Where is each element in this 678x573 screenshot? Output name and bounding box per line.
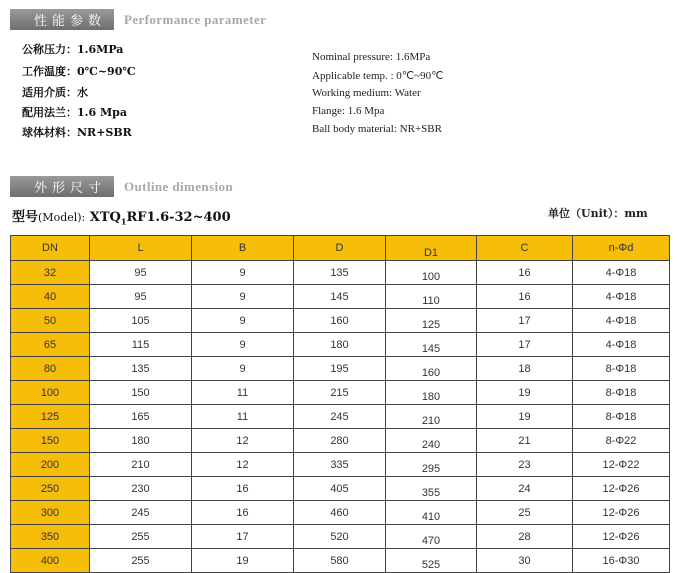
model-code-suffix: RF1.6-32~400 xyxy=(126,210,231,225)
cell-n-phi-d: 8-Φ22 xyxy=(573,429,670,453)
cell-n-phi-d: 8-Φ18 xyxy=(573,405,670,429)
spec-en-flange: Flange: 1.6 Mpa xyxy=(312,105,385,117)
cell-c: 19 xyxy=(477,405,573,429)
cell-dn: 350 xyxy=(11,525,90,549)
cell-b: 12 xyxy=(192,429,294,453)
cell-n-phi-d: 16-Φ30 xyxy=(573,549,670,573)
table-row xyxy=(11,501,670,525)
spec-en-nominal-pressure: Nominal pressure: 1.6MPa xyxy=(312,51,431,63)
cell-d: 160 xyxy=(294,309,386,333)
cell-n-phi-d: 4-Φ18 xyxy=(573,333,670,357)
table-row xyxy=(11,285,670,309)
header-n-phi-d: n-Φd xyxy=(573,236,670,261)
cell-dn: 100 xyxy=(11,381,90,405)
model-code-sub: 1 xyxy=(120,216,127,227)
cell-n-phi-d: 8-Φ18 xyxy=(573,357,670,381)
cell-d: 580 xyxy=(294,549,386,573)
cell-d1: 295 xyxy=(386,453,477,477)
cell-c: 19 xyxy=(477,381,573,405)
cell-c: 23 xyxy=(477,453,573,477)
cell-c: 18 xyxy=(477,357,573,381)
cell-l: 180 xyxy=(90,429,192,453)
unit-label: 单位（Unit）：mm xyxy=(548,207,648,220)
cell-l: 95 xyxy=(90,261,192,285)
table-row xyxy=(11,429,670,453)
cell-b: 9 xyxy=(192,309,294,333)
cell-b: 9 xyxy=(192,285,294,309)
spec-cn-nominal-pressure: 公称压力：1.6MPa xyxy=(22,43,124,56)
outline-section-header xyxy=(10,176,233,197)
performance-title-cn: 性能参数 xyxy=(10,9,114,30)
performance-title-en: Performance parameter xyxy=(124,11,267,27)
header-d1: D1 xyxy=(386,236,477,261)
cell-dn: 250 xyxy=(11,477,90,501)
header-c: C xyxy=(477,236,573,261)
model-label xyxy=(12,206,231,227)
cell-d: 245 xyxy=(294,405,386,429)
cell-d1: 410 xyxy=(386,501,477,525)
cell-b: 9 xyxy=(192,357,294,381)
cell-c: 25 xyxy=(477,501,573,525)
cell-l: 210 xyxy=(90,453,192,477)
cell-d: 195 xyxy=(294,357,386,381)
model-label-cn: 型号 xyxy=(12,210,39,225)
cell-dn: 65 xyxy=(11,333,90,357)
cell-l: 95 xyxy=(90,285,192,309)
cell-d: 335 xyxy=(294,453,386,477)
cell-dn: 200 xyxy=(11,453,90,477)
cell-b: 12 xyxy=(192,453,294,477)
cell-l: 135 xyxy=(90,357,192,381)
spec-en-working-medium: Working medium: Water xyxy=(312,87,421,99)
cell-c: 30 xyxy=(477,549,573,573)
cell-n-phi-d: 8-Φ18 xyxy=(573,381,670,405)
cell-dn: 50 xyxy=(11,309,90,333)
cell-b: 17 xyxy=(192,525,294,549)
cell-c: 17 xyxy=(477,309,573,333)
cell-d: 460 xyxy=(294,501,386,525)
cell-d1: 110 xyxy=(386,285,477,309)
cell-c: 24 xyxy=(477,477,573,501)
cell-n-phi-d: 12-Φ26 xyxy=(573,477,670,501)
cell-l: 245 xyxy=(90,501,192,525)
header-b: B xyxy=(192,236,294,261)
cell-l: 230 xyxy=(90,477,192,501)
cell-b: 9 xyxy=(192,261,294,285)
cell-d1: 145 xyxy=(386,333,477,357)
cell-l: 115 xyxy=(90,333,192,357)
cell-b: 11 xyxy=(192,405,294,429)
cell-dn: 80 xyxy=(11,357,90,381)
cell-d: 215 xyxy=(294,381,386,405)
table-row xyxy=(11,405,670,429)
cell-d: 520 xyxy=(294,525,386,549)
cell-d: 405 xyxy=(294,477,386,501)
outline-title-en: Outline dimension xyxy=(124,178,234,194)
cell-d1: 160 xyxy=(386,357,477,381)
cell-n-phi-d: 4-Φ18 xyxy=(573,309,670,333)
spec-cn-working-temp: 工作温度：0℃~90℃ xyxy=(22,65,136,78)
table-row xyxy=(11,477,670,501)
spec-cn-flange: 配用法兰：1.6 Mpa xyxy=(22,106,127,119)
table-row xyxy=(11,261,670,285)
performance-section-header xyxy=(10,9,266,30)
cell-n-phi-d: 4-Φ18 xyxy=(573,261,670,285)
table-row xyxy=(11,525,670,549)
cell-b: 11 xyxy=(192,381,294,405)
table-row xyxy=(11,309,670,333)
header-d: D xyxy=(294,236,386,261)
cell-d1: 180 xyxy=(386,381,477,405)
cell-dn: 150 xyxy=(11,429,90,453)
cell-c: 17 xyxy=(477,333,573,357)
cell-l: 255 xyxy=(90,525,192,549)
cell-d1: 525 xyxy=(386,549,477,573)
cell-d: 180 xyxy=(294,333,386,357)
cell-n-phi-d: 4-Φ18 xyxy=(573,285,670,309)
cell-n-phi-d: 12-Φ22 xyxy=(573,453,670,477)
model-label-en: (Model): xyxy=(38,211,86,224)
cell-l: 255 xyxy=(90,549,192,573)
cell-b: 16 xyxy=(192,477,294,501)
cell-dn: 125 xyxy=(11,405,90,429)
cell-dn: 300 xyxy=(11,501,90,525)
table-row xyxy=(11,453,670,477)
spec-cn-medium: 适用介质：水 xyxy=(22,86,88,99)
cell-d: 135 xyxy=(294,261,386,285)
cell-c: 21 xyxy=(477,429,573,453)
table-header-row xyxy=(11,236,670,261)
cell-l: 105 xyxy=(90,309,192,333)
cell-n-phi-d: 12-Φ26 xyxy=(573,501,670,525)
cell-d1: 100 xyxy=(386,261,477,285)
cell-dn: 40 xyxy=(11,285,90,309)
cell-c: 16 xyxy=(477,261,573,285)
spec-cn-ball-material: 球体材料：NR+SBR xyxy=(22,126,132,139)
cell-dn: 400 xyxy=(11,549,90,573)
cell-c: 28 xyxy=(477,525,573,549)
cell-d1: 470 xyxy=(386,525,477,549)
cell-b: 9 xyxy=(192,333,294,357)
cell-l: 150 xyxy=(90,381,192,405)
cell-d1: 240 xyxy=(386,429,477,453)
header-dn: DN xyxy=(11,236,90,261)
cell-d: 145 xyxy=(294,285,386,309)
cell-d: 280 xyxy=(294,429,386,453)
outline-title-cn: 外形尺寸 xyxy=(10,176,114,197)
cell-d1: 210 xyxy=(386,405,477,429)
cell-d1: 125 xyxy=(386,309,477,333)
dimension-table xyxy=(10,235,670,573)
table-row xyxy=(11,381,670,405)
cell-n-phi-d: 12-Φ26 xyxy=(573,525,670,549)
cell-dn: 32 xyxy=(11,261,90,285)
spec-en-applicable-temp: Applicable temp. : 0℃~90℃ xyxy=(312,70,444,82)
cell-d1: 355 xyxy=(386,477,477,501)
spec-en-ball-material: Ball body material: NR+SBR xyxy=(312,123,442,135)
table-row xyxy=(11,357,670,381)
cell-b: 19 xyxy=(192,549,294,573)
header-l: L xyxy=(90,236,192,261)
cell-l: 165 xyxy=(90,405,192,429)
model-code-prefix: XTQ xyxy=(89,210,121,225)
cell-b: 16 xyxy=(192,501,294,525)
table-row xyxy=(11,333,670,357)
cell-c: 16 xyxy=(477,285,573,309)
